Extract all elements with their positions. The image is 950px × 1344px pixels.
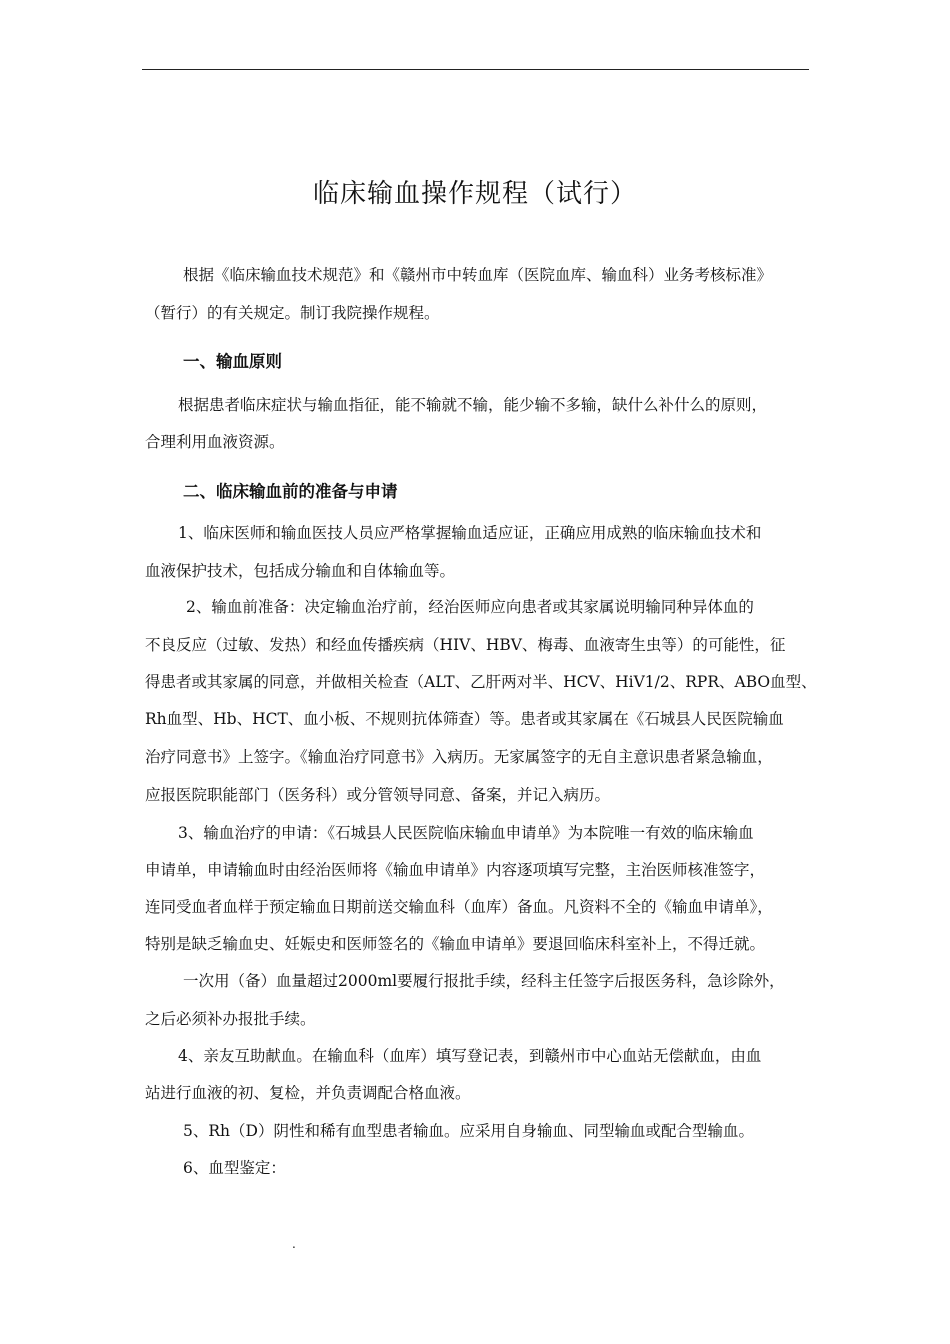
item2-line-6: 应报医院职能部门（医务科）或分管领导同意、备案，并记入病历。 [145, 786, 611, 804]
item2-line-5: 治疗同意书》上签字。《输血治疗同意书》入病历。无家属签字的无自主意识患者紧急输血， [145, 748, 773, 766]
section1-line-1: 根据患者临床症状与输血指征，能不输就不输，能少输不多输，缺什么补什么的原则， [178, 396, 768, 414]
item4-line-2: 站进行血液的初、复检，并负责调配合格血液。 [145, 1084, 471, 1102]
item3-line-2: 申请单，申请输血时由经治医师将《输血申请单》内容逐项填写完整，主治医师核准签字， [145, 861, 766, 879]
intro-line-1: 根据《临床输血技术规范》和《赣州市中转血库（医院血库、输血科）业务考核标准》 [183, 266, 773, 284]
item3-line-3: 连同受血者血样于预定输血日期前送交输血科（血库）备血。凡资料不全的《输血申请单》， [145, 898, 773, 916]
item4-line-1: 4、亲友互助献血。在输血科（血库）填写登记表，到赣州市中心血站无偿献血，由血 [178, 1047, 762, 1065]
item3-line-1: 3、输血治疗的申请：《石城县人民医院临床输血申请单》为本院唯一有效的临床输血 [178, 824, 754, 842]
item5-line: 5、Rh（D）阴性和稀有血型患者输血。应采用自身输血、同型输血或配合型输血。 [183, 1122, 754, 1140]
footer-mark: . [292, 1237, 296, 1251]
item1-line-1: 1、临床医师和输血医技人员应严格掌握输血适应证，正确应用成熟的临床输血技术和 [178, 524, 762, 542]
item3b-line-1: 一次用（备）血量超过2000ml要履行报批手续，经科主任签字后报医务科，急诊除外， [183, 972, 785, 990]
intro-line-2: （暂行）的有关规定。制订我院操作规程。 [145, 304, 440, 322]
header-rule [142, 69, 809, 70]
item2-line-4: Rh血型、Hb、HCT、血小板、不规则抗体筛查）等。患者或其家属在《石城县人民医院输血 [145, 710, 784, 728]
section-heading-1: 一、输血原则 [183, 352, 282, 371]
section1-line-2: 合理利用血液资源。 [145, 433, 285, 451]
item2-line-3: 得患者或其家属的同意，并做相关检查（ALT、乙肝两对半、HCV、HiV1/2、RPR、ABO血型、 [145, 673, 817, 691]
document-title: 临床输血操作规程（试行） [312, 179, 637, 209]
item3-line-4: 特别是缺乏输血史、妊娠史和医师签名的《输血申请单》要退回临床科室补上，不得迁就。 [145, 935, 766, 953]
item2-line-2: 不良反应（过敏、发热）和经血传播疾病（HIV、HBV、梅毒、血液寄生虫等）的可能性，征 [145, 636, 786, 654]
item2-line-1: 2、输血前准备：决定输血治疗前，经治医师应向患者或其家属说明输同种异体血的 [186, 598, 754, 616]
item3b-line-2: 之后必须补办报批手续。 [145, 1010, 316, 1028]
item1-line-2: 血液保护技术，包括成分输血和自体输血等。 [145, 562, 456, 580]
section-heading-2: 二、临床输血前的准备与申请 [183, 482, 398, 501]
item6-line: 6、血型鉴定： [183, 1159, 286, 1177]
